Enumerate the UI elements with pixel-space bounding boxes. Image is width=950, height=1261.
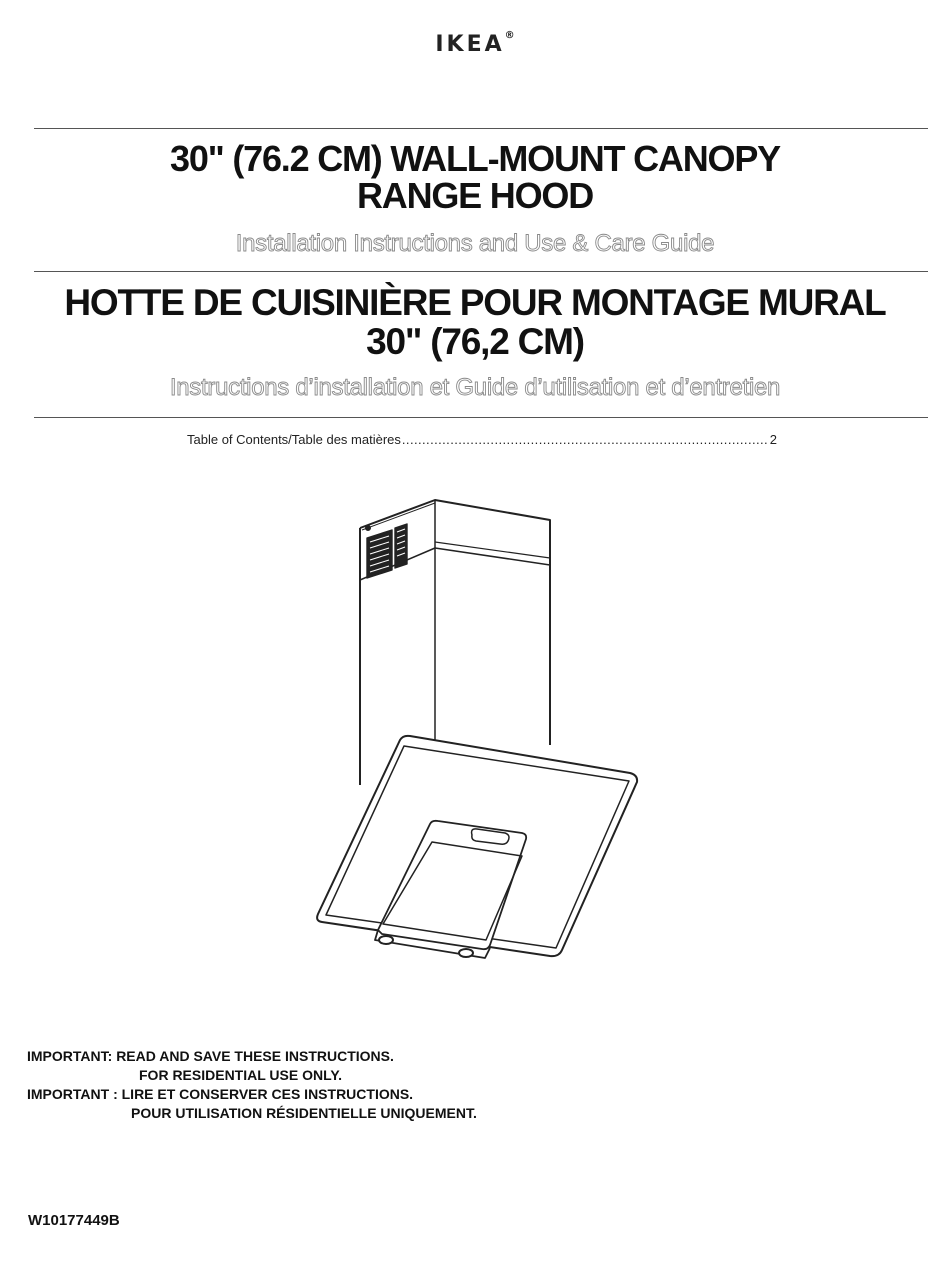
screw-icon — [366, 526, 370, 530]
registered-mark: ® — [504, 30, 515, 41]
important-french-text-1: LIRE ET CONSERVER CES INSTRUCTIONS. — [121, 1086, 414, 1102]
light-icon — [459, 949, 473, 957]
important-english-line-1 — [27, 1047, 394, 1065]
important-french-label: IMPORTANT : — [27, 1086, 118, 1102]
toc-page-number: 2 — [769, 432, 777, 447]
vent-grille — [367, 524, 407, 578]
divider-top — [34, 128, 928, 129]
divider-bottom — [34, 417, 928, 418]
light-icon — [379, 936, 393, 944]
important-french-text-2: POUR UTILISATION RÉSIDENTIELLE UNIQUEMENT. — [131, 1105, 477, 1121]
subtitle-english: Installation Instructions and Use & Care Guide — [235, 230, 715, 257]
important-english-text-2: FOR RESIDENTIAL USE ONLY. — [139, 1067, 343, 1083]
subtitle-french: Instructions d’installation et Guide d’utilisation et d’entretien — [169, 374, 781, 401]
title-french — [0, 283, 950, 361]
document-code: W10177449B — [28, 1212, 120, 1229]
range-hood-illustration — [300, 490, 650, 970]
title-english-line-1: 30" (76.2 CM) WALL-MOUNT CANOPY — [170, 138, 780, 179]
title-english — [0, 140, 950, 214]
brand-logo — [0, 32, 950, 57]
important-english-text-1: READ AND SAVE THESE INSTRUCTIONS. — [116, 1048, 394, 1064]
important-french-line-1 — [27, 1085, 413, 1103]
title-english-line-2: RANGE HOOD — [356, 175, 593, 216]
toc-leader-dots — [402, 432, 769, 447]
title-french-line-1: HOTTE DE CUISINIÈRE POUR MONTAGE MURAL — [64, 282, 886, 323]
toc-label: Table of Contents/Table des matières — [187, 432, 401, 447]
divider-middle — [34, 271, 928, 272]
title-french-line-2: 30" (76,2 CM) — [366, 321, 584, 362]
table-of-contents-entry[interactable] — [187, 432, 777, 447]
important-english-label: IMPORTANT: — [27, 1048, 113, 1064]
brand-name: IKEA — [435, 32, 505, 57]
